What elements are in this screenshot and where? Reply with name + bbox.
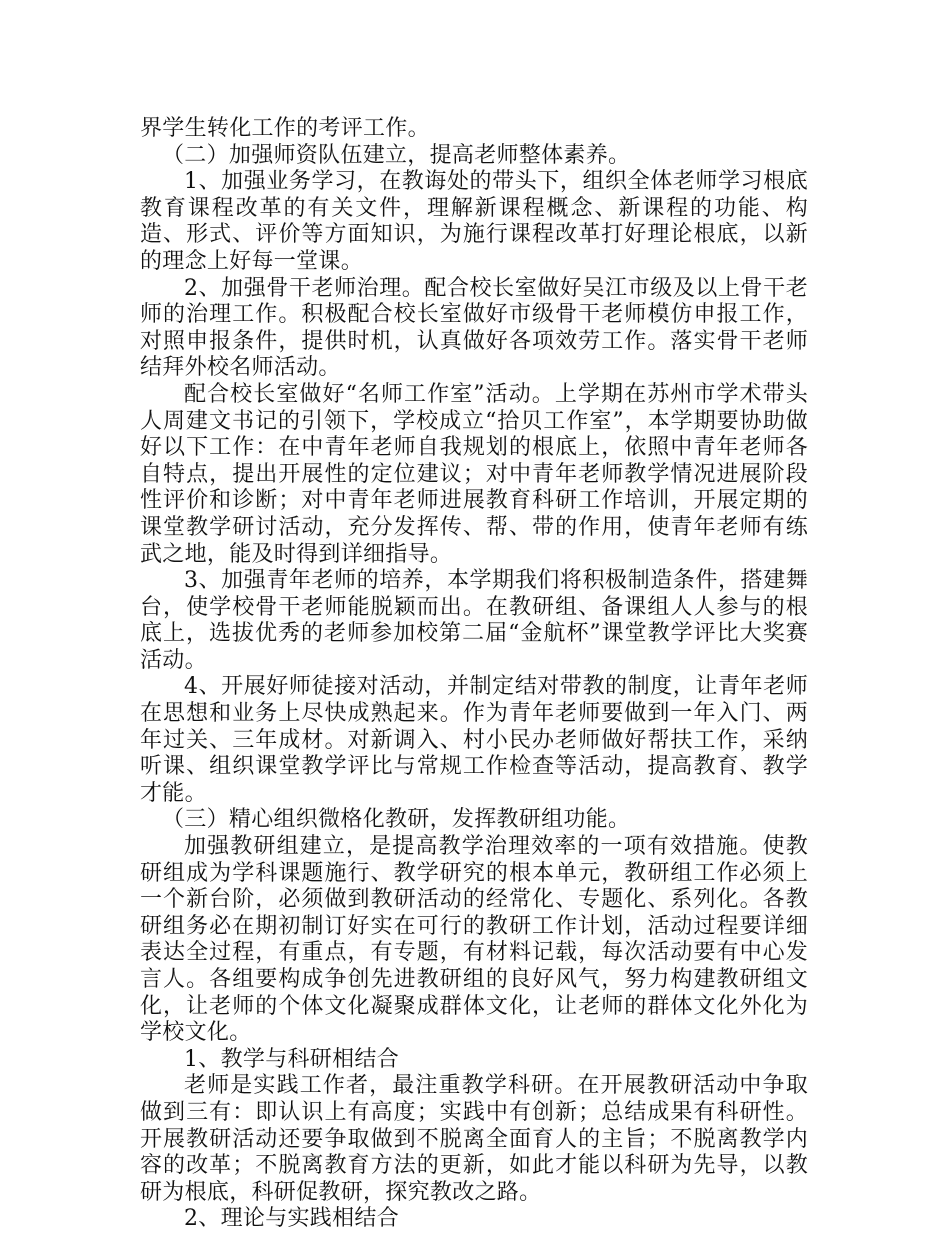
paragraph-teaching-research-group: 加强教研组建立，是提高教学治理效率的一项有效措施。使教研组成为学科课题施行、教学研究的根本单元，教研组工作必须上一个新台阶，必须做到教研活动的经常化、专题化、系列化。各教研组务必在期初制订好实在可行的教研工作计划，活动过程要详细表达全过程，有重点，有专题，有材料记载，每次活动要有中心发言人。各组要构成争创先进教研组的良好风气，努力构建教研组文化，让老师的个体文化凝聚成群体文化，让老师的群体文化外化为学校文化。	[140, 834, 808, 1046]
subheading-2: 2、理论与实践相结合	[184, 1206, 399, 1232]
paragraph-item-2: 2、加强骨干老师治理。配合校长室做好吴江市级及以上骨干老师的治理工作。积极配合校长室做好市级骨干老师模仿申报工作，对照申报条件，提供时机，认真做好各项效劳工作。落实骨干老师结拜外校名师活动。	[140, 275, 808, 381]
paragraph-famous-teacher-studio: 配合校长室做好“名师工作室”活动。上学期在苏州市学术带头人周建文书记的引领下，学校成立“拾贝工作室”，本学期要协助做好以下工作：在中青年老师自我规划的根底上，依照中青年老师各自特点，提出开展性的定位建议；对中青年老师教学情况进展阶段性评价和诊断；对中青年老师进展教育科研工作培训，开展定期的课堂教学研讨活动，充分发挥传、帮、带的作用，使青年老师有练武之地，能及时得到详细指导。	[140, 381, 808, 567]
paragraph-continuation: 界学生转化工作的考评工作。	[140, 116, 430, 141]
paragraph-item-3: 3、加强青年老师的培养，本学期我们将积极制造条件，搭建舞台，使学校骨干老师能脱颖而出。在教研组、备课组人人参与的根底上，选拔优秀的老师参加校第二届“金航杯”课堂教学评比大奖赛活动。	[140, 568, 808, 673]
subheading-1: 1、教学与科研相结合	[184, 1046, 399, 1072]
paragraph-item-1: 1、加强业务学习，在教诲处的带头下，组织全体老师学习根底教育课程改革的有关文件，理解新课程概念、新课程的功能、构造、形式、评价等方面知识，为施行课程改革打好理论根底，以新的理念上好每一堂课。	[140, 169, 808, 274]
document-body	[140, 116, 808, 1233]
paragraph-teaching-research: 老师是实践工作者，最注重教学科研。在开展教研活动中争取做到三有：即认识上有高度；实践中有创新；总结成果有科研性。开展教研活动还要争取做到不脱离全面育人的主旨；不脱离教学内容的改革；不脱离教育方法的更新，如此才能以科研为先导，以教研为根底，科研促教研，探究教改之路。	[140, 1073, 808, 1205]
section-heading-2: （二）加强师资队伍建立，提高老师整体素养。	[162, 142, 631, 168]
paragraph-item-4: 4、开展好师徒接对活动，并制定结对带教的制度，让青年老师在思想和业务上尽快成熟起来。作为青年老师要做到一年入门、两年过关、三年成材。对新调入、村小民办老师做好帮扶工作，采纳听课、组织课堂教学评比与常规工作检查等活动，提高教育、教学才能。	[140, 674, 808, 806]
section-heading-3: （三）精心组织微格化教研，发挥教研组功能。	[162, 807, 631, 833]
